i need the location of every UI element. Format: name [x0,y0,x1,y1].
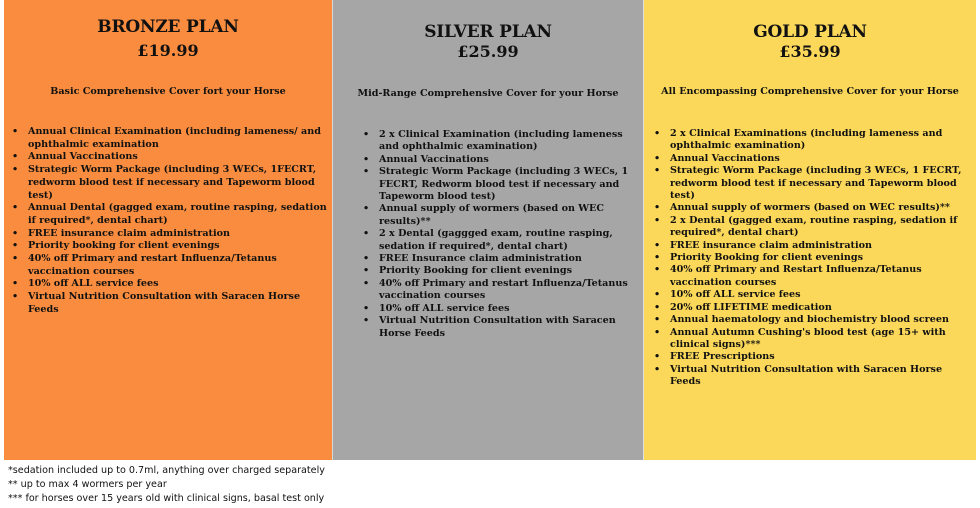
list-item: • 20% off LIFETIME medication [652,302,974,314]
plan-name: BRONZE PLAN [97,17,239,37]
list-item: • Annual haematology and biochemistry blood screen [652,314,974,326]
list-item: • Annual Vaccinations [361,154,637,166]
list-item: • Annual Vaccinations [652,153,974,165]
list-item: • Annual supply of wormers (based on WEC results)** [652,202,974,214]
plan-price: £25.99 [457,42,519,61]
list-item: • Annual Dental (gagged exam, routine rasping, sedation if required*, dental chart) [10,202,328,227]
list-item: • FREE Insurance claim administration [361,253,637,265]
list-item: • 2 x Clinical Examination (including lameness and ophthalmic examination) [361,129,637,154]
list-item: • Priority Booking for client evenings [361,265,637,277]
list-item: • Strategic Worm Package (including 3 WECs, 1 FECRT, Redworm blood test if necessary and Tapeworm blood test) [361,166,637,203]
plan-description: Basic Comprehensive Cover fort your Horse [50,86,286,97]
list-item: • 40% off Primary and Restart Influenza/Tetanus vaccination courses [652,264,974,289]
plan-description: All Encompassing Comprehensive Cover for your Horse [661,86,959,97]
plan-features-list [361,129,637,340]
bronze-plan-card [4,0,333,460]
list-item: • FREE insurance claim administration [10,228,328,241]
list-item: • Strategic Worm Package (including 3 WECs, 1 FECRT, redworm blood test if necessary and Tapeworm blood test) [652,165,974,202]
plans-container [4,0,976,460]
list-item: • 2 x Dental (gaggged exam, routine rasping, sedation if required*, dental chart) [361,228,637,253]
list-item: • Annual Clinical Examination (including lameness/ and ophthalmic examination [10,126,328,151]
plan-features-list [652,128,974,389]
list-item: • 10% off ALL service fees [10,278,328,291]
footnotes [8,464,325,505]
footnote-sedation: *sedation included up to 0.7ml, anything over charged separately [8,465,325,476]
footnote-wormers: ** up to max 4 wormers per year [8,478,167,490]
plan-price: £35.99 [779,42,841,61]
list-item: • Strategic Worm Package (including 3 WECs, 1FECRT, redworm blood test if necessary and Tapeworm blood test) [10,164,328,202]
plan-price: £19.99 [137,41,199,60]
list-item: • FREE Prescriptions [652,351,974,363]
list-item: • Priority booking for client evenings [10,240,328,253]
list-item: • Annual supply of wormers (based on WEC results)** [361,203,637,228]
plan-description: Mid-Range Comprehensive Cover for your Horse [357,88,619,99]
list-item: • Annual Vaccinations [10,151,328,164]
list-item: • FREE insurance claim administration [652,240,974,252]
list-item: • 2 x Dental (gagged exam, routine rasping, sedation if required*, dental chart) [652,215,974,240]
plan-features-list [10,126,328,317]
list-item: • 10% off ALL service fees [361,303,637,315]
footnote-cushings: *** for horses over 15 years old with clinical signs, basal test only [8,492,325,504]
list-item: • Priority Booking for client evenings [652,252,974,264]
plan-name: SILVER PLAN [424,22,552,42]
list-item: • 40% off Primary and restart Influenza/Tetanus vaccination courses [361,278,637,303]
list-item: • Annual Autumn Cushing's blood test (age 15+ with clinical signs)*** [652,327,974,352]
list-item: • Virtual Nutrition Consultation with Saracen Horse Feeds [652,364,974,389]
list-item: • Virtual Nutrition Consultation with Saracen Horse Feeds [361,315,637,340]
plan-name: GOLD PLAN [753,22,867,42]
list-item: • 10% off ALL service fees [652,289,974,301]
list-item: • 2 x Clinical Examinations (including lameness and ophthalmic examination) [652,128,974,153]
list-item: • Virtual Nutrition Consultation with Saracen Horse Feeds [10,291,328,316]
gold-plan-card [644,0,976,460]
list-item: • 40% off Primary and restart Influenza/Tetanus vaccination courses [10,253,328,278]
silver-plan-card [333,0,644,460]
